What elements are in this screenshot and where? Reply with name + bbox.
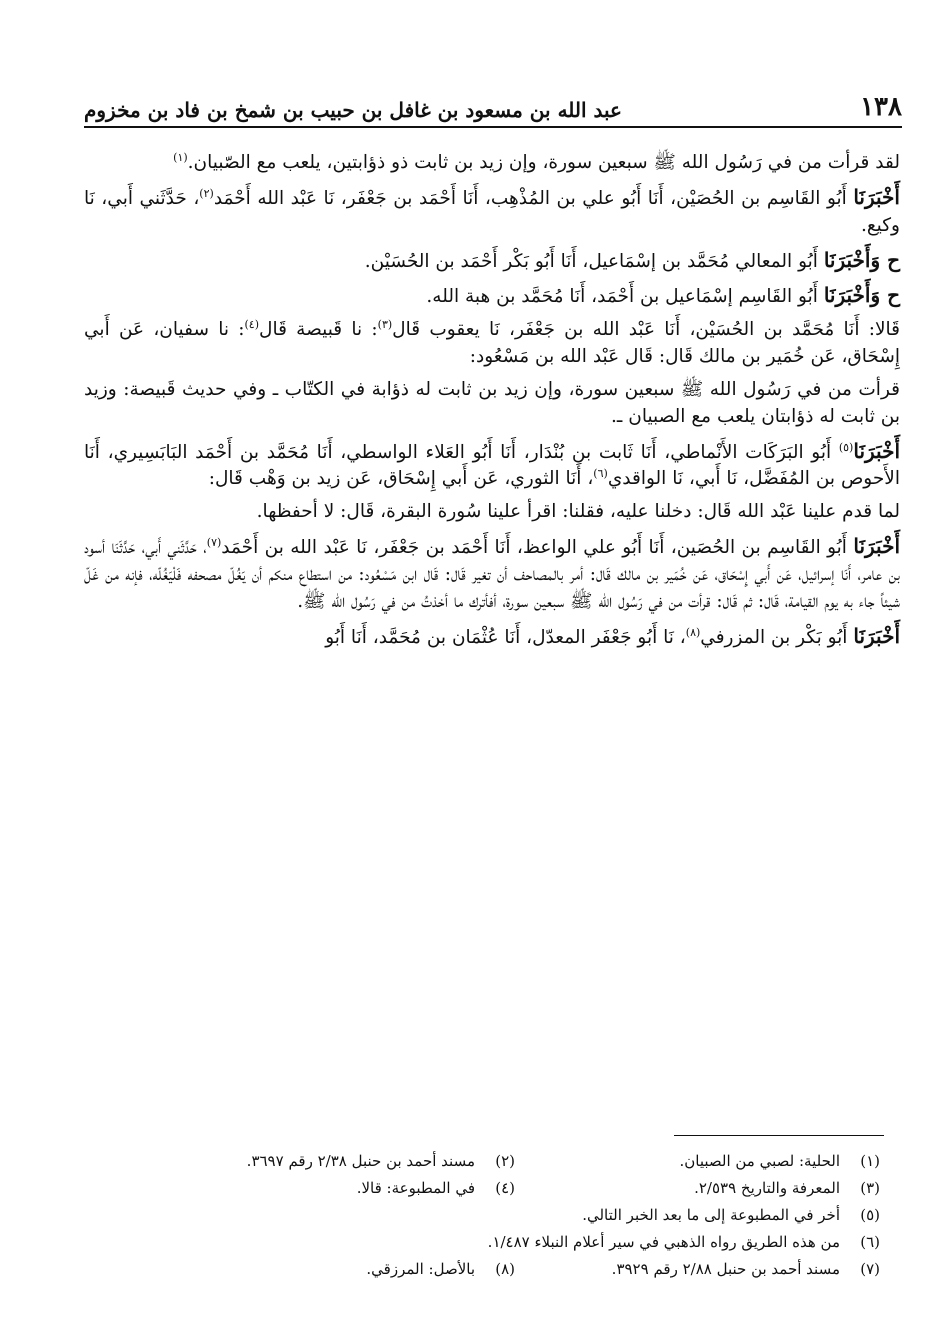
- footnote-ref-1: (١): [173, 151, 188, 164]
- footnote-number: (٨): [495, 1260, 515, 1278]
- footnote-ref-4: (٤): [244, 318, 259, 332]
- paragraph-3-lead: ح وَأَخْبَرَنَا: [823, 247, 900, 272]
- paragraph-10: [84, 622, 900, 652]
- footnote-8: [150, 1256, 515, 1283]
- footnote-text: أخر في المطبوعة إلى ما بعد الخبر التالي.: [582, 1206, 840, 1224]
- paragraph-5-tail: : نا سفيان، عَن أَبي إِسْحَاق، عَن خُمَير بن مالك قَال: قَال عَبْد الله بن مَسْعُود:: [84, 319, 900, 368]
- footnote-text: بالأصل: المرزقي.: [366, 1260, 475, 1278]
- footnote-number: (٤): [495, 1179, 515, 1197]
- paragraph-7-text: أَبُو البَرَكَات الأَنْماطي، أَنَا ثَابت بن بُنْدَار، أَنَا أَبُو العَلاء الواسطي، أَنَا مُحَمَّد بن أَحْمَد البَابَسِيري، أَنَا الأَحوص بن المُفَضَّل، نَا أَبي، نَا الواقدي: [84, 441, 900, 490]
- paragraph-2-text: أَبُو القَاسِم بن الحُصَيْن، أَنَا أَبُو علي بن المُذْهِب، أَنَا أَحْمَد بن جَعْفَر، نَا عَبْد الله أَحْمَد: [213, 187, 847, 209]
- footnote-divider: [674, 1135, 884, 1136]
- footnote-text: من هذه الطريق رواه الذهبي في سير أعلام النبلاء ١/٤٨٧.: [487, 1233, 840, 1251]
- footnote-text: مسند أحمد بن حنبل ٢/٣٨ رقم ٣٦٩٧.: [246, 1152, 475, 1170]
- footnote-text: في المطبوعة: قالا.: [356, 1179, 475, 1197]
- paragraph-7-tail: ، أَنَا الثوري، عَن أَبي إِسْحَاق، عَن زيد بن وَهْب قَال:: [208, 468, 594, 490]
- footnote-number: (٧): [860, 1260, 880, 1278]
- main-text: [84, 150, 900, 657]
- footnote-6: [150, 1229, 880, 1256]
- paragraph-8-text: لما قدم علينا عَبْد الله قَال: دخلنا عليه، فقلنا: اقرأ علينا سُورة البقرة، قَال: لا أحفظها.: [256, 501, 900, 523]
- paragraph-10-text: أَبُو بَكْر بن المزرفي: [700, 626, 848, 648]
- paragraph-2-lead: أَخْبَرَنَا: [853, 184, 900, 209]
- footnote-5: [150, 1202, 880, 1229]
- footnote-7: [515, 1256, 880, 1283]
- footnote-number: (٣): [860, 1179, 880, 1197]
- footnote-text: المعرفة والتاريخ ٢/٥٣٩.: [694, 1179, 840, 1197]
- footnote-ref-5: (٥): [838, 440, 854, 454]
- paragraph-9-lead: أَخْبَرَنَا: [853, 534, 900, 559]
- footnote-row: [150, 1256, 880, 1283]
- footnote-ref-6: (٦): [593, 467, 608, 481]
- paragraph-7-lead: أَخْبَرَنَا: [853, 438, 900, 463]
- footnote-row: [150, 1202, 880, 1229]
- footnote-3: [515, 1175, 880, 1202]
- footnote-1: [515, 1148, 880, 1175]
- footnote-ref-8: (٨): [685, 625, 701, 639]
- paragraph-7: [84, 437, 900, 494]
- paragraph-5: [84, 317, 900, 371]
- footnote-row: [150, 1229, 880, 1256]
- footnote-4: [150, 1175, 515, 1202]
- paragraph-9-text: أَبُو القَاسِم بن الحُصَين، أَنَا أَبُو علي الواعظ، أَنَا أَحْمَد بن جَعْفَر، نَا عَبْد الله بن أَحْمَد: [221, 537, 847, 559]
- footnote-text: مسند أحمد بن حنبل ٢/٨٨ رقم ٣٩٢٩.: [611, 1260, 840, 1278]
- footnote-ref-3: (٣): [377, 318, 393, 332]
- paragraph-9: [84, 532, 900, 615]
- paragraph-5-mid: : نا قَبيصة قَال: [259, 319, 378, 341]
- paragraph-5-text: قَالا: أَنَا مُحَمَّد بن الحُسَيْن، أَنَا عَبْد الله بن جَعْفَر، نَا يعقوب قَال: [392, 319, 900, 341]
- footnote-2: [150, 1148, 515, 1175]
- footnote-ref-7: (٧): [206, 536, 222, 550]
- paragraph-3-text: أَبُو المعالي مُحَمَّد بن إسْمَاعيل، أَنَا أَبُو بَكْر أَحْمَد بن الحُسَيْن.: [364, 250, 818, 272]
- running-title: عبد الله بن مسعود بن غافل بن حبيب بن شمخ بن فاد بن مخزوم: [84, 98, 622, 122]
- paragraph-10-lead: أَخْبَرَنَا: [853, 623, 900, 648]
- paragraph-3: [84, 246, 900, 276]
- footnote-number: (٦): [860, 1233, 880, 1251]
- footnote-number: (٢): [495, 1152, 515, 1170]
- paragraph-4-lead: ح وَأَخْبَرَنَا: [823, 283, 900, 308]
- footnote-text: الحلية: لصبي من الصبيان.: [679, 1152, 840, 1170]
- paragraph-2-tail: ، حَدَّثَني أَبي، نَا وكيع.: [84, 187, 900, 236]
- page-header: [84, 82, 902, 128]
- paragraph-6: [84, 377, 900, 431]
- footnote-row: [150, 1148, 880, 1175]
- footnote-number: (٥): [860, 1206, 880, 1224]
- footnote-ref-2: (٢): [199, 186, 214, 200]
- footnote-row: [150, 1175, 880, 1202]
- paragraph-4: [84, 281, 900, 311]
- paragraph-10-tail: ، نَا أَبُو جَعْفَر المعدّل، أَنَا عُثْمَان بن مُحَمَّد، أَنَا أَبُو: [325, 626, 686, 648]
- paragraph-1-text: لقد قرأت من في رَسُول الله ﷺ سبعين سورة، وإن زيد بن ثابت ذو ذؤابتين، يلعب مع الصّبيان.: [187, 152, 900, 174]
- paragraph-4-text: أَبُو القَاسِم إسْمَاعيل بن أَحْمَد، أَنَا مُحَمَّد بن هبة الله.: [426, 286, 818, 308]
- paragraph-1: [84, 150, 900, 177]
- paragraph-9-tail: ، حَدَّثَني أَبي، حَدَّثَنَا أسود بن عامر، أَنَا إسرائيل، عَن أَبي إِسْحَاق، عَن خُمَير بن مالك قَال: أمر بالمصاحف أن تغير قَال: قَال ابن مَسْعُود: من استطاع منكم أن يَغُلّ مصحفه فَلْيَغُلّه، فإنه من غَلّ شيئاً جاء به يوم القيامة، قَال: ثم قَال: قرأت من في رَسُول الله ﷺ سبعين سورة، أفأترك ما أخذتُ من في رَسُول الله ﷺ.: [84, 537, 900, 612]
- footnotes: [150, 1148, 880, 1283]
- footnote-number: (١): [860, 1152, 880, 1170]
- paragraph-2: [84, 183, 900, 240]
- page-number: ١٣٨: [860, 92, 902, 122]
- paragraph-8: [84, 499, 900, 526]
- paragraph-6-text: قرأت من في رَسُول الله ﷺ سبعين سورة، وإن زيد بن ثابت له ذؤابة في الكتّاب ـ وفي حديث قَبيصة: وزيد بن ثابت له ذؤابتان يلعب مع الصبيان ـ.: [84, 379, 900, 427]
